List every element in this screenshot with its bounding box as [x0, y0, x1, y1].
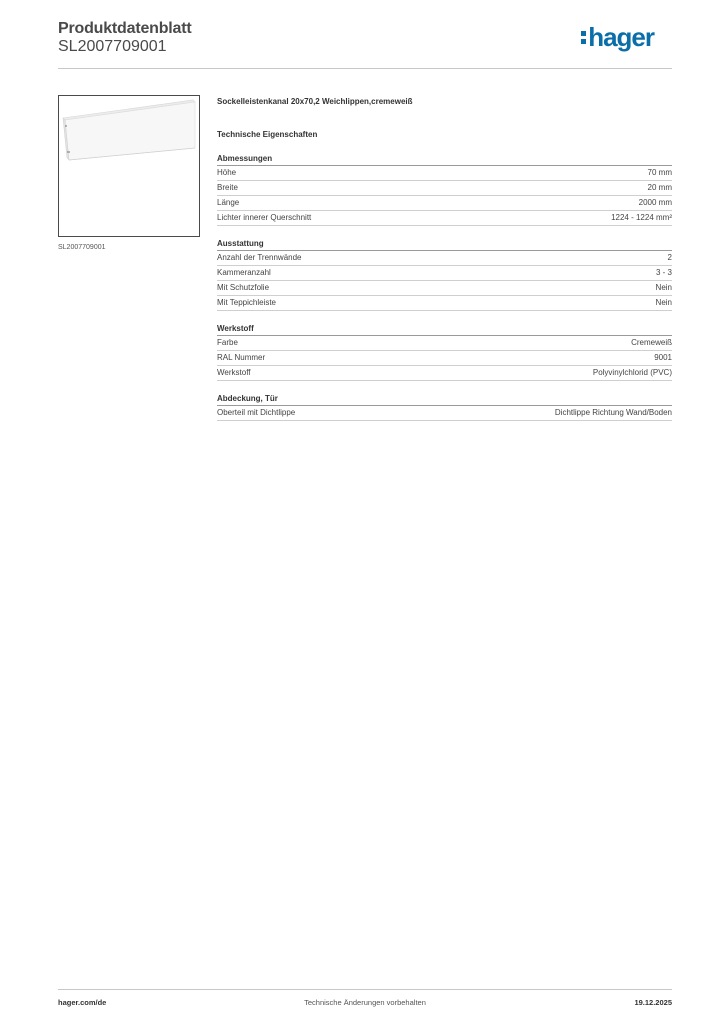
row-label: Mit Teppichleiste [217, 298, 276, 307]
row-label: Lichter innerer Querschnitt [217, 213, 312, 222]
row-value: Dichtlippe Richtung Wand/Boden [554, 408, 672, 417]
section-title: Technische Eigenschaften [217, 130, 318, 139]
row-label: Werkstoff [217, 368, 251, 377]
row-value: Nein [655, 283, 672, 292]
footer-url[interactable]: hager.com/de [58, 998, 107, 1007]
document-title: Produktdatenblatt [58, 20, 192, 37]
header-divider [58, 68, 672, 69]
logo-text: hager [588, 22, 654, 52]
table-row [217, 296, 672, 311]
table-row [217, 196, 672, 211]
group-ausstattung [217, 237, 672, 311]
row-value: 9001 [654, 353, 672, 362]
table-row [217, 251, 672, 266]
group-abmessungen [217, 152, 672, 226]
row-value: 20 mm [647, 183, 672, 192]
cable-duct-icon [59, 96, 199, 236]
logo-dots-icon [581, 27, 587, 45]
group-title: Abdeckung, Tür [217, 392, 672, 406]
group-title: Ausstattung [217, 237, 672, 251]
row-label: Farbe [217, 338, 238, 347]
image-caption: SL2007709001 [58, 244, 106, 251]
group-title: Abmessungen [217, 152, 672, 166]
table-row [217, 366, 672, 381]
row-label: RAL Nummer [217, 353, 266, 362]
table-row [217, 166, 672, 181]
row-value: 3 - 3 [655, 268, 672, 277]
product-image [58, 95, 200, 237]
page-footer [58, 998, 672, 1010]
row-value: 2000 mm [638, 198, 672, 207]
product-details [217, 96, 672, 421]
row-value: Cremeweiß [631, 338, 672, 347]
group-title: Werkstoff [217, 322, 672, 336]
table-row [217, 406, 672, 421]
row-value: 70 mm [647, 168, 672, 177]
row-value: 1224 - 1224 mm² [611, 213, 672, 222]
row-label: Mit Schutzfolie [217, 283, 270, 292]
product-name: Sockelleistenkanal 20x70,2 Weichlippen,cremeweiß [217, 97, 413, 106]
footer-date: 19.12.2025 [634, 998, 672, 1007]
table-row [217, 181, 672, 196]
row-label: Oberteil mit Dichtlippe [217, 408, 296, 417]
document-article-number: SL2007709001 [58, 38, 167, 55]
table-row [217, 211, 672, 226]
row-label: Höhe [217, 168, 237, 177]
table-row [217, 351, 672, 366]
row-value: Nein [655, 298, 672, 307]
row-value: 2 [667, 253, 672, 262]
row-label: Kammeranzahl [217, 268, 271, 277]
group-abdeckung-tuer [217, 392, 672, 421]
footer-divider [58, 989, 672, 990]
row-label: Anzahl der Trennwände [217, 253, 302, 262]
row-label: Breite [217, 183, 238, 192]
row-label: Länge [217, 198, 240, 207]
table-row [217, 336, 672, 351]
row-value: Polyvinylchlorid (PVC) [592, 368, 672, 377]
footer-note: Technische Änderungen vorbehalten [304, 998, 426, 1007]
page-header [58, 20, 672, 68]
table-row [217, 281, 672, 296]
group-werkstoff [217, 322, 672, 381]
table-row [217, 266, 672, 281]
hager-logo [581, 22, 654, 52]
